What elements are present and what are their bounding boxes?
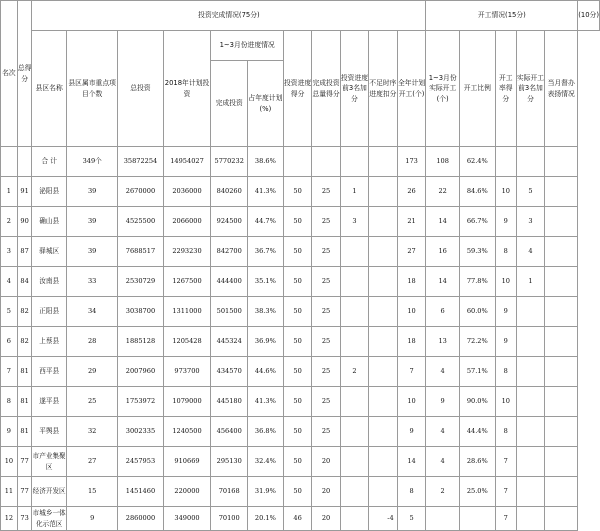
cell-actual-top3-bonus xyxy=(516,297,544,327)
cell-plan-2018: 349000 xyxy=(163,507,211,531)
cell-invest-progress-score: 50 xyxy=(283,297,311,327)
cell-score: 87 xyxy=(17,237,32,267)
header-plan-2018: 2018年计划投资 xyxy=(163,31,211,147)
cell-annual-pct: 41.3% xyxy=(247,387,283,417)
cell-deduct xyxy=(369,267,398,297)
cell-start-ratio: 60.0% xyxy=(459,297,495,327)
header-invest-progress-score: 投资进度得分 xyxy=(283,31,311,147)
header-total-score: 总得分 xyxy=(17,1,32,147)
cell-annual-plan-start: 10 xyxy=(397,297,426,327)
total-empty xyxy=(545,147,578,177)
total-empty xyxy=(516,147,544,177)
cell-completed: 842700 xyxy=(211,237,248,267)
cell-deduct xyxy=(369,237,398,267)
cell-total-amount-score: 25 xyxy=(312,267,340,297)
cell-start-rate-score: 8 xyxy=(495,417,516,447)
cell-annual-plan-start: 9 xyxy=(397,417,426,447)
cell-top3-bonus xyxy=(340,327,368,357)
table-row xyxy=(1,237,600,267)
cell-start-ratio xyxy=(459,507,495,531)
table-row xyxy=(1,477,600,507)
cell-actual-start: 6 xyxy=(426,297,459,327)
cell-completed: 445180 xyxy=(211,387,248,417)
cell-invest-progress-score: 50 xyxy=(283,417,311,447)
total-empty xyxy=(369,147,398,177)
cell-plan-2018: 220000 xyxy=(163,477,211,507)
header-progress-group: 1~3月份进度情况 xyxy=(211,31,283,61)
cell-total-amount-score: 20 xyxy=(312,507,340,531)
cell-county: 市城乡一体化示范区 xyxy=(32,507,67,531)
cell-completed: 70168 xyxy=(211,477,248,507)
cell-rank: 6 xyxy=(1,327,18,357)
cell-annual-plan-start: 26 xyxy=(397,177,426,207)
cell-actual-top3-bonus xyxy=(516,387,544,417)
cell-rank: 10 xyxy=(1,447,18,477)
cell-annual-pct: 35.1% xyxy=(247,267,283,297)
cell-plan-2018: 1311000 xyxy=(163,297,211,327)
cell-total-invest: 1885128 xyxy=(118,327,163,357)
cell-county: 平舆县 xyxy=(32,417,67,447)
cell-deduct xyxy=(369,297,398,327)
cell-invest-progress-score: 50 xyxy=(283,207,311,237)
header-actual-top3-bonus: 实际开工前3名加分 xyxy=(516,31,544,147)
cell-projects: 39 xyxy=(66,177,117,207)
cell-top3-bonus xyxy=(340,387,368,417)
cell-county: 西平县 xyxy=(32,357,67,387)
cell-invest-progress-score: 46 xyxy=(283,507,311,531)
cell-actual-top3-bonus: 5 xyxy=(516,177,544,207)
cell-start-ratio: 72.2% xyxy=(459,327,495,357)
cell-deduct xyxy=(369,417,398,447)
header-start-rate-score: 开工率得分 xyxy=(495,31,516,147)
cell-annual-pct: 32.4% xyxy=(247,447,283,477)
cell-actual-start: 2 xyxy=(426,477,459,507)
cell-monthly-supervision xyxy=(545,357,578,387)
cell-deduct xyxy=(369,357,398,387)
total-completed: 5770232 xyxy=(211,147,248,177)
cell-actual-top3-bonus: 4 xyxy=(516,237,544,267)
cell-projects: 27 xyxy=(66,447,117,477)
cell-projects: 33 xyxy=(66,267,117,297)
cell-completed: 444400 xyxy=(211,267,248,297)
total-rank xyxy=(1,147,18,177)
cell-start-rate-score: 9 xyxy=(495,327,516,357)
cell-completed: 70100 xyxy=(211,507,248,531)
cell-annual-plan-start: 27 xyxy=(397,237,426,267)
cell-projects: 29 xyxy=(66,357,117,387)
cell-actual-start: 4 xyxy=(426,417,459,447)
cell-start-ratio: 28.6% xyxy=(459,447,495,477)
cell-top3-bonus: 1 xyxy=(340,177,368,207)
table-row xyxy=(1,327,600,357)
cell-top3-bonus xyxy=(340,507,368,531)
cell-total-invest: 3002335 xyxy=(118,417,163,447)
cell-projects: 34 xyxy=(66,297,117,327)
cell-deduct xyxy=(369,177,398,207)
cell-projects: 25 xyxy=(66,387,117,417)
cell-rank: 2 xyxy=(1,207,18,237)
cell-county: 确山县 xyxy=(32,207,67,237)
cell-top3-bonus: 3 xyxy=(340,207,368,237)
cell-score: 90 xyxy=(17,207,32,237)
cell-start-rate-score: 10 xyxy=(495,177,516,207)
cell-rank: 3 xyxy=(1,237,18,267)
cell-deduct: -4 xyxy=(369,507,398,531)
cell-projects: 39 xyxy=(66,207,117,237)
cell-annual-pct: 20.1% xyxy=(247,507,283,531)
total-invest: 35872254 xyxy=(118,147,163,177)
cell-score: 81 xyxy=(17,387,32,417)
cell-annual-pct: 38.3% xyxy=(247,297,283,327)
cell-top3-bonus xyxy=(340,447,368,477)
cell-monthly-supervision xyxy=(545,267,578,297)
cell-actual-start: 16 xyxy=(426,237,459,267)
total-label: 合 计 xyxy=(32,147,67,177)
total-empty xyxy=(340,147,368,177)
cell-score: 91 xyxy=(17,177,32,207)
cell-projects: 39 xyxy=(66,237,117,267)
cell-projects: 28 xyxy=(66,327,117,357)
cell-plan-2018: 1240500 xyxy=(163,417,211,447)
total-empty xyxy=(283,147,311,177)
cell-rank: 8 xyxy=(1,387,18,417)
cell-invest-progress-score: 50 xyxy=(283,447,311,477)
total-actual-start: 108 xyxy=(426,147,459,177)
cell-plan-2018: 2036000 xyxy=(163,177,211,207)
header-total-amount-score: 完成投资总量得分 xyxy=(312,31,340,147)
table-row xyxy=(1,507,600,531)
header-top3-bonus: 投资进度前3名加分 xyxy=(340,31,368,147)
cell-top3-bonus xyxy=(340,267,368,297)
total-annual-pct: 38.6% xyxy=(247,147,283,177)
cell-rank: 9 xyxy=(1,417,18,447)
table-row xyxy=(1,177,600,207)
cell-plan-2018: 910669 xyxy=(163,447,211,477)
cell-start-ratio: 44.4% xyxy=(459,417,495,447)
cell-actual-top3-bonus xyxy=(516,447,544,477)
cell-monthly-supervision xyxy=(545,387,578,417)
cell-total-amount-score: 25 xyxy=(312,417,340,447)
total-empty xyxy=(312,147,340,177)
header-start-ratio: 开工比例 xyxy=(459,31,495,147)
cell-start-rate-score: 8 xyxy=(495,357,516,387)
cell-top3-bonus xyxy=(340,477,368,507)
cell-annual-pct: 31.9% xyxy=(247,477,283,507)
cell-score: 81 xyxy=(17,417,32,447)
cell-start-rate-score: 8 xyxy=(495,237,516,267)
cell-start-rate-score: 9 xyxy=(495,207,516,237)
cell-top3-bonus xyxy=(340,237,368,267)
table-row xyxy=(1,417,600,447)
cell-deduct xyxy=(369,207,398,237)
table-row xyxy=(1,357,600,387)
cell-actual-top3-bonus: 1 xyxy=(516,267,544,297)
cell-start-rate-score: 10 xyxy=(495,387,516,417)
table-row xyxy=(1,267,600,297)
cell-monthly-supervision xyxy=(545,507,578,531)
cell-monthly-supervision xyxy=(545,327,578,357)
cell-total-invest: 1451460 xyxy=(118,477,163,507)
cell-monthly-supervision xyxy=(545,447,578,477)
header-key-projects: 县区属市重点项目个数 xyxy=(66,31,117,147)
header-total-invest: 总投资 xyxy=(118,31,163,147)
header-start-group: 开工情况(15分) xyxy=(426,1,578,31)
cell-deduct xyxy=(369,477,398,507)
cell-rank: 12 xyxy=(1,507,18,531)
cell-county: 市产业集聚区 xyxy=(32,447,67,477)
cell-county: 经济开发区 xyxy=(32,477,67,507)
header-rank: 名次 xyxy=(1,1,18,147)
cell-actual-top3-bonus xyxy=(516,417,544,447)
cell-score: 82 xyxy=(17,297,32,327)
cell-projects: 32 xyxy=(66,417,117,447)
cell-total-invest: 2530729 xyxy=(118,267,163,297)
cell-deduct xyxy=(369,447,398,477)
header-completed: 完成投资 xyxy=(211,61,248,147)
cell-annual-plan-start: 8 xyxy=(397,477,426,507)
table-row xyxy=(1,207,600,237)
total-plan-2018: 14954027 xyxy=(163,147,211,177)
cell-annual-pct: 44.7% xyxy=(247,207,283,237)
cell-annual-pct: 36.9% xyxy=(247,327,283,357)
cell-total-invest: 2670000 xyxy=(118,177,163,207)
cell-monthly-supervision xyxy=(545,237,578,267)
header-monthly-supervision: 当月督办表扬情况 xyxy=(545,31,578,147)
cell-annual-pct: 44.6% xyxy=(247,357,283,387)
cell-annual-plan-start: 5 xyxy=(397,507,426,531)
cell-actual-top3-bonus xyxy=(516,357,544,387)
cell-score: 77 xyxy=(17,447,32,477)
cell-invest-progress-score: 50 xyxy=(283,177,311,207)
cell-start-ratio: 90.0% xyxy=(459,387,495,417)
table-row xyxy=(1,387,600,417)
total-key-projects: 349个 xyxy=(66,147,117,177)
cell-actual-start: 4 xyxy=(426,447,459,477)
cell-actual-top3-bonus xyxy=(516,507,544,531)
table-row xyxy=(1,447,600,477)
cell-actual-top3-bonus xyxy=(516,327,544,357)
cell-monthly-supervision xyxy=(545,417,578,447)
cell-actual-start: 9 xyxy=(426,387,459,417)
cell-completed: 295130 xyxy=(211,447,248,477)
cell-rank: 11 xyxy=(1,477,18,507)
cell-actual-start: 13 xyxy=(426,327,459,357)
header-actual-start: 1~3月份实际开工(个) xyxy=(426,31,459,147)
cell-invest-progress-score: 50 xyxy=(283,387,311,417)
cell-total-invest: 3038700 xyxy=(118,297,163,327)
cell-plan-2018: 1267500 xyxy=(163,267,211,297)
cell-plan-2018: 2066000 xyxy=(163,207,211,237)
total-score xyxy=(17,147,32,177)
cell-rank: 7 xyxy=(1,357,18,387)
cell-score: 73 xyxy=(17,507,32,531)
cell-total-invest: 4525500 xyxy=(118,207,163,237)
cell-rank: 5 xyxy=(1,297,18,327)
cell-projects: 15 xyxy=(66,477,117,507)
cell-total-amount-score: 25 xyxy=(312,327,340,357)
cell-county: 上蔡县 xyxy=(32,327,67,357)
cell-actual-top3-bonus xyxy=(516,477,544,507)
header-county: 县区名称 xyxy=(32,31,67,147)
cell-total-amount-score: 20 xyxy=(312,447,340,477)
cell-top3-bonus: 2 xyxy=(340,357,368,387)
cell-total-amount-score: 25 xyxy=(312,387,340,417)
cell-actual-start xyxy=(426,507,459,531)
cell-invest-progress-score: 50 xyxy=(283,267,311,297)
cell-completed: 456400 xyxy=(211,417,248,447)
cell-start-ratio: 84.6% xyxy=(459,177,495,207)
cell-projects: 9 xyxy=(66,507,117,531)
cell-county: 汝南县 xyxy=(32,267,67,297)
cell-score: 84 xyxy=(17,267,32,297)
cell-plan-2018: 1079000 xyxy=(163,387,211,417)
cell-deduct xyxy=(369,387,398,417)
header-annual-plan-start: 全年计划开工(个) xyxy=(397,31,426,147)
cell-monthly-supervision xyxy=(545,177,578,207)
cell-actual-start: 14 xyxy=(426,267,459,297)
cell-completed: 434570 xyxy=(211,357,248,387)
total-annual-plan-start: 173 xyxy=(397,147,426,177)
cell-start-ratio: 77.8% xyxy=(459,267,495,297)
cell-completed: 840260 xyxy=(211,177,248,207)
cell-total-amount-score: 25 xyxy=(312,207,340,237)
cell-annual-plan-start: 18 xyxy=(397,327,426,357)
cell-start-rate-score: 7 xyxy=(495,447,516,477)
cell-annual-pct: 36.7% xyxy=(247,237,283,267)
cell-annual-pct: 41.3% xyxy=(247,177,283,207)
cell-plan-2018: 973700 xyxy=(163,357,211,387)
cell-rank: 4 xyxy=(1,267,18,297)
cell-annual-plan-start: 21 xyxy=(397,207,426,237)
cell-total-invest: 1753972 xyxy=(118,387,163,417)
cell-start-ratio: 59.3% xyxy=(459,237,495,267)
cell-total-amount-score: 25 xyxy=(312,237,340,267)
cell-start-ratio: 57.1% xyxy=(459,357,495,387)
cell-total-amount-score: 25 xyxy=(312,297,340,327)
table-row xyxy=(1,297,600,327)
cell-actual-start: 14 xyxy=(426,207,459,237)
cell-annual-plan-start: 7 xyxy=(397,357,426,387)
cell-total-invest: 2457953 xyxy=(118,447,163,477)
cell-invest-progress-score: 50 xyxy=(283,357,311,387)
cell-plan-2018: 1205428 xyxy=(163,327,211,357)
cell-monthly-supervision xyxy=(545,207,578,237)
cell-actual-top3-bonus: 3 xyxy=(516,207,544,237)
cell-county: 正阳县 xyxy=(32,297,67,327)
cell-county: 驿城区 xyxy=(32,237,67,267)
cell-start-ratio: 25.0% xyxy=(459,477,495,507)
cell-actual-start: 4 xyxy=(426,357,459,387)
cell-start-ratio: 66.7% xyxy=(459,207,495,237)
cell-completed: 924500 xyxy=(211,207,248,237)
header-annual-pct: 占年度计划(%) xyxy=(247,61,283,147)
cell-total-amount-score: 25 xyxy=(312,357,340,387)
cell-actual-start: 22 xyxy=(426,177,459,207)
cell-start-rate-score: 9 xyxy=(495,297,516,327)
cell-total-amount-score: 20 xyxy=(312,477,340,507)
cell-plan-2018: 2293230 xyxy=(163,237,211,267)
cell-annual-plan-start: 14 xyxy=(397,447,426,477)
header-invest-group: 投资完成情况(75分) xyxy=(32,1,426,31)
cell-score: 77 xyxy=(17,477,32,507)
cell-top3-bonus xyxy=(340,417,368,447)
cell-annual-pct: 36.8% xyxy=(247,417,283,447)
cell-total-invest: 2007960 xyxy=(118,357,163,387)
cell-county: 泌阳县 xyxy=(32,177,67,207)
cell-monthly-supervision xyxy=(545,477,578,507)
cell-start-rate-score: 7 xyxy=(495,507,516,531)
cell-monthly-supervision xyxy=(545,297,578,327)
header-last-group: (10分) xyxy=(578,1,600,31)
cell-start-rate-score: 7 xyxy=(495,477,516,507)
cell-invest-progress-score: 50 xyxy=(283,477,311,507)
cell-annual-plan-start: 10 xyxy=(397,387,426,417)
cell-total-invest: 2860000 xyxy=(118,507,163,531)
header-deduct: 不足时序进度扣分 xyxy=(369,31,398,147)
cell-completed: 445324 xyxy=(211,327,248,357)
total-empty xyxy=(495,147,516,177)
total-start-ratio: 62.4% xyxy=(459,147,495,177)
cell-score: 81 xyxy=(17,357,32,387)
cell-invest-progress-score: 50 xyxy=(283,237,311,267)
cell-total-invest: 7688517 xyxy=(118,237,163,267)
cell-score: 82 xyxy=(17,327,32,357)
cell-annual-plan-start: 18 xyxy=(397,267,426,297)
cell-total-amount-score: 25 xyxy=(312,177,340,207)
cell-deduct xyxy=(369,327,398,357)
cell-invest-progress-score: 50 xyxy=(283,327,311,357)
cell-top3-bonus xyxy=(340,297,368,327)
data-rows xyxy=(1,177,600,531)
cell-start-rate-score: 10 xyxy=(495,267,516,297)
cell-rank: 1 xyxy=(1,177,18,207)
cell-completed: 501500 xyxy=(211,297,248,327)
cell-county: 遂平县 xyxy=(32,387,67,417)
total-row xyxy=(1,147,600,177)
